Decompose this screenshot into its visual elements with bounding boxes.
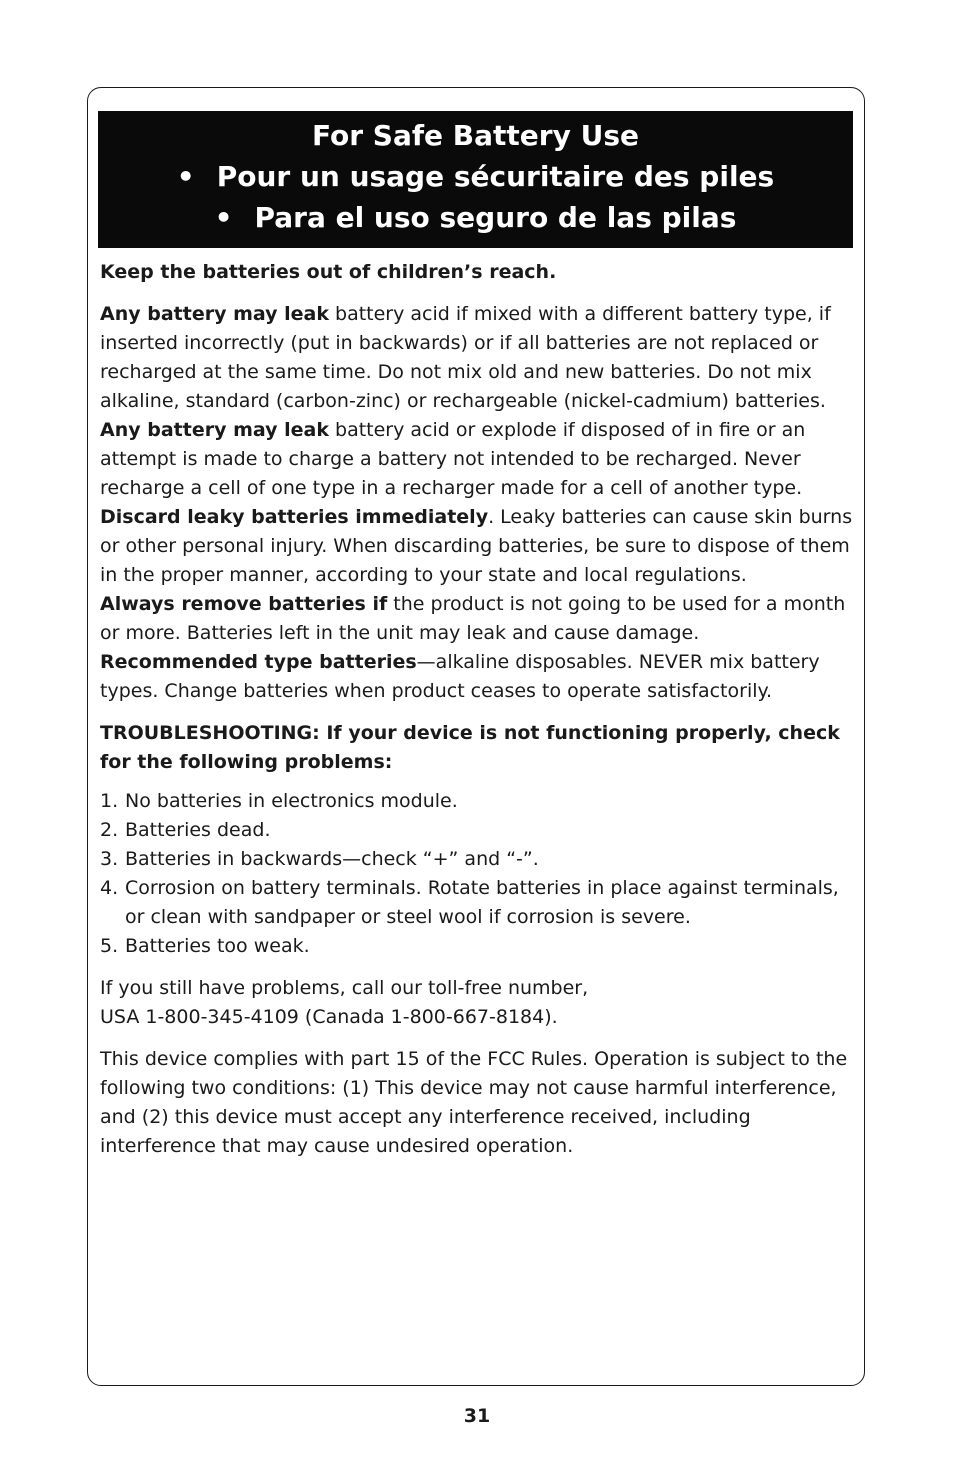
warning-paragraph-remove [100, 590, 856, 648]
list-item-text: No batteries in electronics module. [125, 790, 458, 812]
banner-title-english: For Safe Battery Use [312, 119, 639, 152]
page-number: 31 [463, 1405, 491, 1427]
bullet-icon: • [176, 160, 195, 193]
troubleshooting-heading: TROUBLESHOOTING: If your device is not functioning properly, check for the following problems: [100, 722, 840, 773]
phone-numbers: USA 1-800-345-4109 (Canada 1-800-667-8184). [100, 1006, 558, 1028]
contact-line: If you still have problems, call our toll-free number, [100, 977, 589, 999]
banner-title-french: Pour un usage sécuritaire des piles [216, 160, 775, 193]
list-item-number: 2. [100, 819, 119, 841]
warning-body: the product is not going to be used for a month or more. Batteries left in the unit may leak and cause damage. [100, 593, 846, 644]
intro-warning: Keep the batteries out of children’s reach. [100, 261, 557, 283]
fcc-statement: This device complies with part 15 of the FCC Rules. Operation is subject to the following two conditions: (1) This device may not cause harmful interference, and (2) this device must accept any interference received, including interference that may cause undesired operation. [100, 1048, 848, 1157]
list-item-text: Batteries too weak. [125, 935, 310, 957]
warning-body: battery acid or explode if disposed of in fire or an attempt is made to charge a battery not intended to be recharged. Never recharge a cell of one type in a recharger made for a cell of another type. [100, 419, 806, 499]
banner-title-french-row [98, 156, 853, 197]
list-item [100, 787, 856, 816]
main-content [100, 258, 856, 1161]
warning-lead: Any battery may leak [100, 303, 329, 325]
troubleshooting-list [100, 787, 856, 961]
list-item-number: 3. [100, 848, 119, 870]
banner-title-spanish-row [98, 197, 853, 238]
list-item [100, 932, 856, 961]
warning-paragraph-discard [100, 503, 856, 590]
list-item [100, 816, 856, 845]
list-item [100, 874, 856, 932]
list-item-text: Batteries dead. [125, 819, 271, 841]
warning-paragraph-mixing [100, 300, 856, 416]
warning-lead: Any battery may leak [100, 419, 329, 441]
bullet-icon: • [214, 201, 233, 234]
banner-title-spanish: Para el uso seguro de las pilas [254, 201, 737, 234]
list-item-number: 4. [100, 877, 119, 899]
list-item-number: 1. [100, 790, 119, 812]
warning-body: . Leaky batteries can cause skin burns or other personal injury. When discarding batteries, be sure to dispose of them in the proper manner, according to your state and local regulations. [100, 506, 853, 586]
contact-info [100, 974, 856, 1032]
list-item-text: Corrosion on battery terminals. Rotate batteries in place against terminals, or clean with sandpaper or steel wool if corrosion is severe. [125, 877, 839, 928]
warning-body: —alkaline disposables. NEVER mix battery types. Change batteries when product ceases to operate satisfactorily. [100, 651, 820, 702]
warning-paragraph-recommended [100, 648, 856, 706]
warning-lead: Always remove batteries if [100, 593, 388, 615]
warning-paragraph-fire [100, 416, 856, 503]
list-item-number: 5. [100, 935, 119, 957]
warning-body: battery acid if mixed with a different battery type, if inserted incorrectly (put in backwards) or if all batteries are not replaced or recharged at the same time. Do not mix old and new batteries. Do not mix alkaline, standard (carbon-zinc) or rechargeable (nickel-cadmium) batteries. [100, 303, 831, 412]
list-item [100, 845, 856, 874]
list-item-text: Batteries in backwards—check “+” and “-”. [125, 848, 539, 870]
warning-lead: Recommended type batteries [100, 651, 417, 673]
title-banner [98, 111, 853, 248]
warning-lead: Discard leaky batteries immediately [100, 506, 489, 528]
